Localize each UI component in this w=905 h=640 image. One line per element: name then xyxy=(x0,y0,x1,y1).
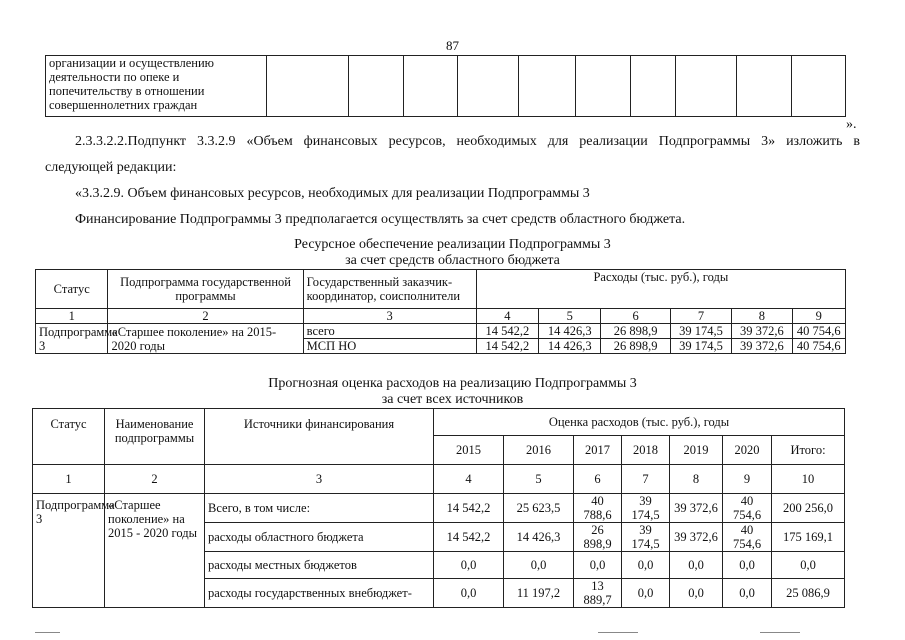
value-cell: 39 372,6 xyxy=(732,339,792,354)
scan-artifact xyxy=(598,632,638,633)
value-cell: 26 898,9 xyxy=(574,523,622,552)
value-cell: 40 754,6 xyxy=(792,339,845,354)
fragment-text: организации и осуществлению деятельности по опеке и попечительству в отношении совершеннолетних граждан xyxy=(46,56,267,117)
empty-cell xyxy=(676,56,737,117)
header-name: Наименование подпрограммы xyxy=(105,409,205,465)
year-cell: 2017 xyxy=(574,436,622,465)
year-cell: 2019 xyxy=(670,436,723,465)
value-cell: 14 426,3 xyxy=(504,523,574,552)
value-cell: 25 086,9 xyxy=(772,579,845,608)
header-status: Статус xyxy=(36,270,108,309)
table-header-row xyxy=(33,409,845,436)
value-cell: 0,0 xyxy=(504,552,574,579)
value-cell: 25 623,5 xyxy=(504,494,574,523)
value-cell: 40 754,6 xyxy=(723,523,772,552)
year-cell: 2020 xyxy=(723,436,772,465)
header-expenses: Расходы (тыс. руб.), годы xyxy=(476,270,845,309)
table1-subcaption: за счет средств областного бюджета xyxy=(345,253,560,268)
col-number: 9 xyxy=(792,309,845,324)
col-number: 1 xyxy=(36,309,108,324)
value-cell: 14 542,2 xyxy=(476,339,538,354)
value-cell: 39 174,5 xyxy=(670,324,731,339)
col-number: 10 xyxy=(772,465,845,494)
header-estimate: Оценка расходов (тыс. руб.), годы xyxy=(434,409,845,436)
status-cell: Подпрограмма 3 xyxy=(36,324,108,354)
value-cell: 14 542,2 xyxy=(434,494,504,523)
col-number: 5 xyxy=(504,465,574,494)
value-cell: 14 426,3 xyxy=(539,339,601,354)
customer-cell: МСП НО xyxy=(303,339,476,354)
value-cell: 0,0 xyxy=(434,552,504,579)
value-cell: 39 174,5 xyxy=(670,339,731,354)
year-cell: 2018 xyxy=(622,436,670,465)
empty-cell xyxy=(576,56,631,117)
value-cell: 0,0 xyxy=(622,552,670,579)
col-number: 6 xyxy=(574,465,622,494)
page-number: 87 xyxy=(446,38,459,53)
value-cell: 14 542,2 xyxy=(476,324,538,339)
header-customer: Государственный заказчик-координатор, соисполнители xyxy=(303,270,476,309)
year-cell: Итого: xyxy=(772,436,845,465)
value-cell: 0,0 xyxy=(723,552,772,579)
table-row xyxy=(36,324,846,339)
closing-quote: ». xyxy=(846,117,857,132)
value-cell: 26 898,9 xyxy=(601,324,670,339)
col-number: 2 xyxy=(108,309,303,324)
paragraph-heading: «3.3.2.9. Объем финансовых ресурсов, необходимых для реализации Подпрограммы 3 xyxy=(75,186,590,201)
value-cell: 0,0 xyxy=(574,552,622,579)
value-cell: 0,0 xyxy=(434,579,504,608)
value-cell: 0,0 xyxy=(670,579,723,608)
col-number: 3 xyxy=(303,309,476,324)
table-header-row xyxy=(36,270,846,309)
program-cell: «Старшее поколение» на 2015-2020 годы xyxy=(108,324,303,354)
col-number: 6 xyxy=(601,309,670,324)
paragraph-financing: Финансирование Подпрограммы 3 предполагается осуществлять за счет средств областного бюджета. xyxy=(75,212,686,227)
empty-cell xyxy=(519,56,576,117)
table1-caption: Ресурсное обеспечение реализации Подпрограммы 3 xyxy=(294,237,611,252)
empty-cell xyxy=(404,56,458,117)
col-number: 7 xyxy=(670,309,731,324)
value-cell: 40 754,6 xyxy=(723,494,772,523)
empty-cell xyxy=(737,56,792,117)
year-cell: 2016 xyxy=(504,436,574,465)
status-cell: Подпрограмма 3 xyxy=(33,494,105,608)
value-cell: 175 169,1 xyxy=(772,523,845,552)
previous-table-fragment xyxy=(45,55,846,117)
value-cell: 200 256,0 xyxy=(772,494,845,523)
col-number: 1 xyxy=(33,465,105,494)
col-number: 4 xyxy=(476,309,538,324)
value-cell: 39 372,6 xyxy=(670,523,723,552)
empty-cell xyxy=(458,56,519,117)
source-cell: расходы областного бюджета xyxy=(205,523,434,552)
source-cell: расходы государственных внебюджет- xyxy=(205,579,434,608)
value-cell: 39 174,5 xyxy=(622,523,670,552)
table2-subcaption: за счет всех источников xyxy=(381,392,524,407)
value-cell: 14 426,3 xyxy=(539,324,601,339)
scan-artifact xyxy=(760,632,800,633)
empty-cell xyxy=(267,56,349,117)
table-row xyxy=(46,56,846,117)
paragraph-subitem: 2.3.3.2.2.Подпункт 3.3.2.9 «Объем финансовых ресурсов, необходимых для реализации Подпрограммы 3» изложить в xyxy=(75,134,860,149)
empty-cell xyxy=(631,56,676,117)
table2-caption: Прогнозная оценка расходов на реализацию Подпрограммы 3 xyxy=(268,376,637,391)
value-cell: 13 889,7 xyxy=(574,579,622,608)
col-number: 5 xyxy=(539,309,601,324)
header-sources: Источники финансирования xyxy=(205,409,434,465)
value-cell: 0,0 xyxy=(723,579,772,608)
table-row xyxy=(33,494,845,523)
value-cell: 40 754,6 xyxy=(792,324,845,339)
table-row-col-numbers xyxy=(33,465,845,494)
col-number: 4 xyxy=(434,465,504,494)
table-row-col-numbers xyxy=(36,309,846,324)
value-cell: 0,0 xyxy=(670,552,723,579)
year-cell: 2015 xyxy=(434,436,504,465)
value-cell: 39 174,5 xyxy=(622,494,670,523)
estimate-table xyxy=(32,408,845,608)
col-number: 8 xyxy=(732,309,792,324)
header-program: Подпрограмма государственной программы xyxy=(108,270,303,309)
source-cell: расходы местных бюджетов xyxy=(205,552,434,579)
scan-artifact xyxy=(35,632,60,633)
col-number: 8 xyxy=(670,465,723,494)
col-number: 3 xyxy=(205,465,434,494)
value-cell: 0,0 xyxy=(622,579,670,608)
value-cell: 40 788,6 xyxy=(574,494,622,523)
value-cell: 11 197,2 xyxy=(504,579,574,608)
empty-cell xyxy=(792,56,846,117)
value-cell: 26 898,9 xyxy=(601,339,670,354)
value-cell: 0,0 xyxy=(772,552,845,579)
header-status: Статус xyxy=(33,409,105,465)
resource-table xyxy=(35,269,846,354)
empty-cell xyxy=(349,56,404,117)
value-cell: 14 542,2 xyxy=(434,523,504,552)
name-cell: «Старшее поколение» на 2015 - 2020 годы xyxy=(105,494,205,608)
value-cell: 39 372,6 xyxy=(732,324,792,339)
customer-cell: всего xyxy=(303,324,476,339)
col-number: 9 xyxy=(723,465,772,494)
col-number: 2 xyxy=(105,465,205,494)
paragraph-subitem-cont: следующей редакции: xyxy=(45,160,177,175)
source-cell: Всего, в том числе: xyxy=(205,494,434,523)
col-number: 7 xyxy=(622,465,670,494)
value-cell: 39 372,6 xyxy=(670,494,723,523)
